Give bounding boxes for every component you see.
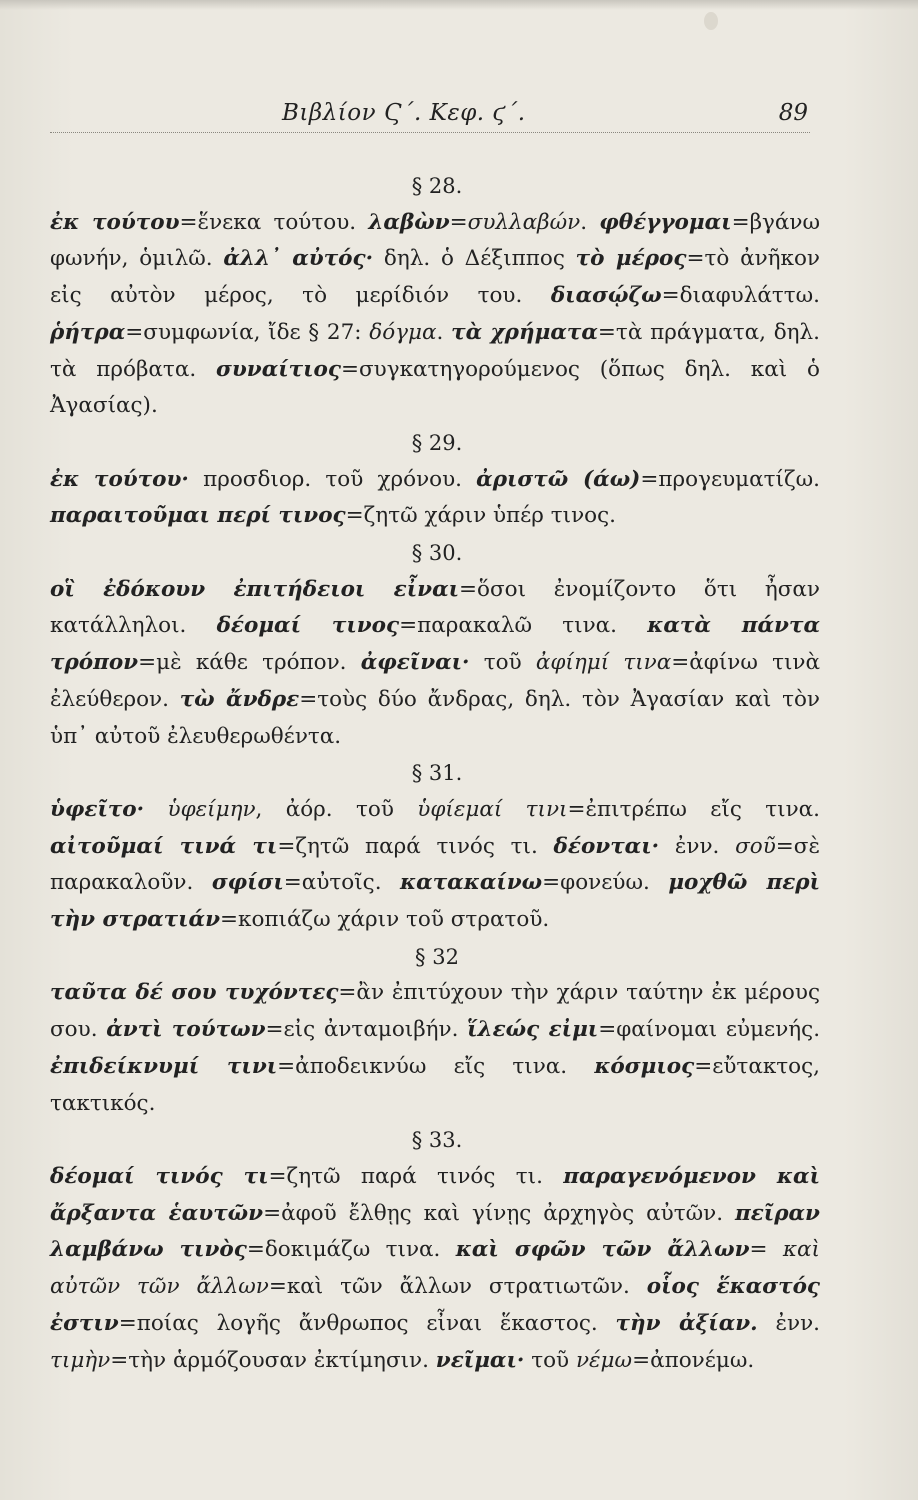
gloss-text: =τὴν ἁρμόζουσαν ἐκτίμησιν. xyxy=(110,1347,436,1373)
lemma-term: ἀλλ᾽ αὐτός· xyxy=(223,246,374,272)
gloss-italic: σοῦ xyxy=(735,833,776,859)
gloss-text: = xyxy=(449,209,468,235)
lemma-term: πεῖραν λαμβάνω τινὸς xyxy=(50,1200,820,1263)
gloss-text: =ἂν ἐπιτύχουν τὴν χάριν ταύτην ἐκ μέρους σου. xyxy=(50,980,820,1043)
gloss-text: =ἀφοῦ ἔλθῃς καὶ γίνῃς ἀρχηγὸς αὐτῶν. xyxy=(263,1200,735,1226)
gloss-text: ἐνν. xyxy=(757,1310,820,1336)
gloss-text: =κοπιάζω χάριν τοῦ στρατοῦ. xyxy=(220,907,550,933)
section-heading: § 33. xyxy=(411,1128,463,1153)
lemma-term: τὰ χρήματα xyxy=(451,319,598,345)
section-heading: § 28. xyxy=(411,174,463,198)
gloss-text: =εἰς ἀνταμοιβήν. xyxy=(265,1017,468,1043)
gloss-text: =καὶ τῶν ἄλλων στρατιωτῶν. xyxy=(268,1274,647,1300)
gloss-text: =βγάνω φωνήν, ὁμιλῶ. xyxy=(50,209,820,272)
gloss-text: =μὲ κάθε τρόπον. xyxy=(138,650,361,676)
lemma-term: οἳ ἐδόκουν ἐπιτήδειοι εἶναι xyxy=(50,576,460,602)
lemma-term: ἐπιδείκνυμί τινι xyxy=(50,1053,278,1079)
gloss-italic: ὑφίεμαί τινι xyxy=(417,796,568,822)
gloss-text: =συμφωνία, ἴδε § 27: xyxy=(125,319,370,345)
gloss-text: =δοκιμάζω τινα. xyxy=(246,1237,456,1263)
lemma-term: παραγενόμενον καὶ ἄρξαντα ἑαυτῶν xyxy=(50,1163,820,1226)
lemma-term: ἀφεῖναι· xyxy=(360,650,470,676)
gloss-italic: ἀφίημί τινα xyxy=(535,650,672,676)
lemma-term: ἵλεώς εἰμι xyxy=(467,1017,599,1043)
lemma-term: κατὰ πάντα τρόπον xyxy=(50,613,820,676)
lemma-term: ὑφεῖτο· xyxy=(50,796,145,822)
lemma-term: ἀντὶ τούτων xyxy=(106,1017,266,1043)
section xyxy=(50,168,820,425)
section xyxy=(50,755,820,939)
lemma-term: νεῖμαι· xyxy=(435,1347,525,1373)
gloss-text: =ἐπιτρέπω εἴς τινα. xyxy=(567,796,820,822)
lemma-term: παραιτοῦμαι περί τινος xyxy=(50,503,346,529)
gloss-italic: ὑφείμην xyxy=(167,796,256,822)
lemma-term: διασῴζω xyxy=(550,283,662,309)
section-paragraph xyxy=(50,462,820,535)
gloss-text: =τοὺς δύο ἄνδρας, δηλ. τὸν Ἀγασίαν καὶ τὸν ὑπ᾽ αὐτοῦ ἐλευθερωθέντα. xyxy=(50,686,820,749)
lemma-term: ῥήτρα xyxy=(50,319,126,345)
section-paragraph xyxy=(50,975,820,1122)
section xyxy=(50,535,820,755)
lemma-term: οἷος ἕκαστός ἐστιν xyxy=(50,1274,821,1336)
lemma-term: κατακαίνω xyxy=(400,870,543,896)
lemma-term: δέονται· xyxy=(553,833,660,859)
lemma-term: ἐκ τούτου xyxy=(50,209,180,235)
lemma-term: κόσμιος xyxy=(594,1053,695,1079)
section xyxy=(50,939,820,1123)
gloss-italic: συλλαβών xyxy=(467,209,581,235)
section-heading: § 31. xyxy=(411,761,463,786)
lemma-term: ταῦτα δέ σου τυχόντες xyxy=(50,980,339,1006)
section xyxy=(50,425,820,535)
gloss-text: προσδιορ. τοῦ χρόνου. xyxy=(188,466,477,492)
gloss-text: =ποίας λογῆς ἄνθρωπος εἶναι ἕκαστος. xyxy=(118,1310,616,1336)
page-number: 89 xyxy=(778,100,808,126)
lemma-term: δέομαί τινος xyxy=(216,613,400,639)
gloss-text: =ὅσοι ἐνομίζοντο ὅτι ἦσαν κατάλληλοι. xyxy=(50,576,820,639)
lemma-term: αἰτοῦμαί τινά τι xyxy=(50,833,278,859)
section-paragraph xyxy=(50,205,820,425)
gloss-italic: νέμω xyxy=(575,1347,633,1373)
gloss-text: =ἕνεκα τούτου. xyxy=(179,209,369,235)
section-heading: § 29. xyxy=(411,430,463,455)
gloss-italic: δόγμα xyxy=(369,319,437,345)
gloss-text: =σὲ παρακαλοῦν. xyxy=(50,833,821,896)
gloss-text xyxy=(144,797,167,822)
lemma-term: τὼ ἄνδρε xyxy=(179,686,300,712)
gloss-text: =διαφυλάττω. xyxy=(661,283,820,309)
page-body xyxy=(50,168,820,1379)
lemma-term: ἐκ τούτου· xyxy=(50,466,189,492)
gloss-text: =συγκατηγορούμενος (ὅπως δηλ. καὶ ὁ Ἀγασίας). xyxy=(50,356,820,419)
gloss-text: =φονεύω. xyxy=(542,870,669,896)
gloss-text: δηλ. ὁ Δέξιππος xyxy=(373,246,576,272)
lemma-term: σφίσι xyxy=(211,870,284,896)
lemma-term: συναίτιος xyxy=(216,356,341,382)
gloss-text: =ἀπονέμω. xyxy=(632,1347,755,1373)
gloss-text: =τὸ ἀνῆκον εἰς αὐτὸν μέρος, τὸ μερίδιόν του. xyxy=(50,246,820,309)
gloss-text: , ἀόρ. τοῦ xyxy=(255,796,418,822)
lemma-term: μοχθῶ περὶ τὴν στρατιάν xyxy=(50,870,820,933)
gloss-text: =ἀφίνω τινὰ ἐλεύθερον. xyxy=(50,650,820,712)
lemma-term: δέομαί τινός τι xyxy=(50,1163,269,1189)
lemma-term: ἀριστῶ (άω) xyxy=(476,466,641,492)
section-heading: § 32 xyxy=(415,944,459,969)
page-top-edge xyxy=(0,0,918,10)
section-paragraph xyxy=(50,572,820,756)
gloss-text: = xyxy=(749,1237,783,1263)
section-paragraph xyxy=(50,1159,820,1379)
gloss-italic: καὶ αὐτῶν τῶν ἄλλων xyxy=(50,1237,820,1300)
gloss-text: =ἀποδεικνύω εἴς τινα. xyxy=(277,1053,595,1079)
gloss-text: =ζητῶ παρά τινός τι. xyxy=(268,1163,564,1189)
gloss-text: =αὐτοῖς. xyxy=(283,870,401,896)
gloss-text: =παρακαλῶ τινα. xyxy=(399,613,648,639)
lemma-term: καὶ σφῶν τῶν ἄλλων xyxy=(455,1237,750,1263)
section-heading: § 30. xyxy=(411,541,463,566)
section-paragraph xyxy=(50,792,820,939)
gloss-text: =φαίνομαι εὐμενής. xyxy=(598,1017,821,1043)
paper-stain xyxy=(704,12,718,30)
gloss-text: =εὔτακτος, τακτικός. xyxy=(50,1053,820,1116)
lemma-term: φθέγγομαι xyxy=(599,209,732,235)
running-title: Βιβλίον Ϛ΄. Κεφ. ϛ΄. xyxy=(282,100,526,126)
gloss-text: =προγευματίζω. xyxy=(640,466,820,492)
gloss-italic: τιμὴν xyxy=(50,1347,111,1373)
lemma-term: τὴν ἀξίαν. xyxy=(615,1310,758,1336)
gloss-text: ἐνν. xyxy=(659,833,736,859)
gloss-text: . xyxy=(436,319,452,345)
gloss-text: τοῦ xyxy=(469,650,536,676)
gloss-text: . xyxy=(580,209,600,235)
gloss-text: =ζητῶ χάριν ὑπέρ τινος. xyxy=(345,503,616,529)
running-header xyxy=(50,98,810,133)
lemma-term: τὸ μέρος xyxy=(575,246,687,272)
gloss-text: =ζητῶ παρά τινός τι. xyxy=(277,833,554,859)
section xyxy=(50,1122,820,1379)
gloss-text: τοῦ xyxy=(524,1347,576,1373)
gloss-text: =τὰ πράγματα, δηλ. τὰ πρόβατα. xyxy=(50,319,820,382)
lemma-term: λαβὼν xyxy=(368,209,450,235)
